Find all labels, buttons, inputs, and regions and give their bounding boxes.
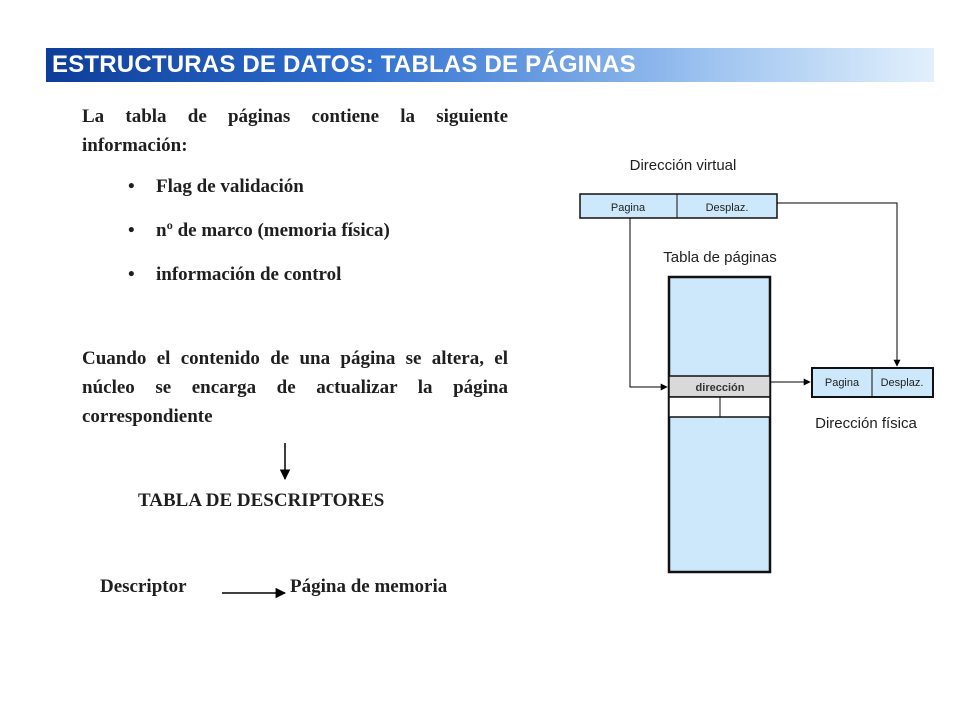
physical-offset-field: Desplaz. — [880, 377, 924, 389]
memory-page-label: Página de memoria — [290, 576, 448, 597]
virtual-page-field: Pagina — [610, 202, 646, 214]
bullet-icon: • — [128, 220, 135, 241]
page-table-label: Tabla de páginas — [663, 249, 777, 266]
update-paragraph: Cuando el contenido de una página se altera, el núcleo se encarga de actualizar la página correspondiente — [82, 348, 508, 427]
page-lookup-arrow-icon — [630, 218, 667, 387]
bullet-icon: • — [128, 264, 135, 285]
intro-paragraph: La tabla de páginas contiene la siguiente información: — [82, 106, 508, 156]
bullet-icon: • — [128, 176, 135, 197]
bullet-text: información de control — [156, 264, 342, 285]
bullet-text: Flag de validación — [156, 176, 304, 197]
physical-page-field: Pagina — [824, 377, 860, 389]
offset-arrow-icon — [777, 203, 897, 366]
page-table-entry-label: dirección — [695, 382, 745, 394]
page-table — [669, 277, 770, 572]
descriptor-label: Descriptor — [100, 576, 187, 597]
virtual-address-label: Dirección virtual — [629, 157, 737, 174]
virtual-offset-field: Desplaz. — [705, 202, 749, 214]
bullet-text: nº de marco (memoria física) — [156, 220, 390, 241]
physical-address-label: Dirección física — [815, 415, 917, 432]
descriptor-table-heading: TABLA DE DESCRIPTORES — [138, 490, 385, 511]
slide-title: ESTRUCTURAS DE DATOS: TABLAS DE PÁGINAS — [52, 51, 636, 78]
